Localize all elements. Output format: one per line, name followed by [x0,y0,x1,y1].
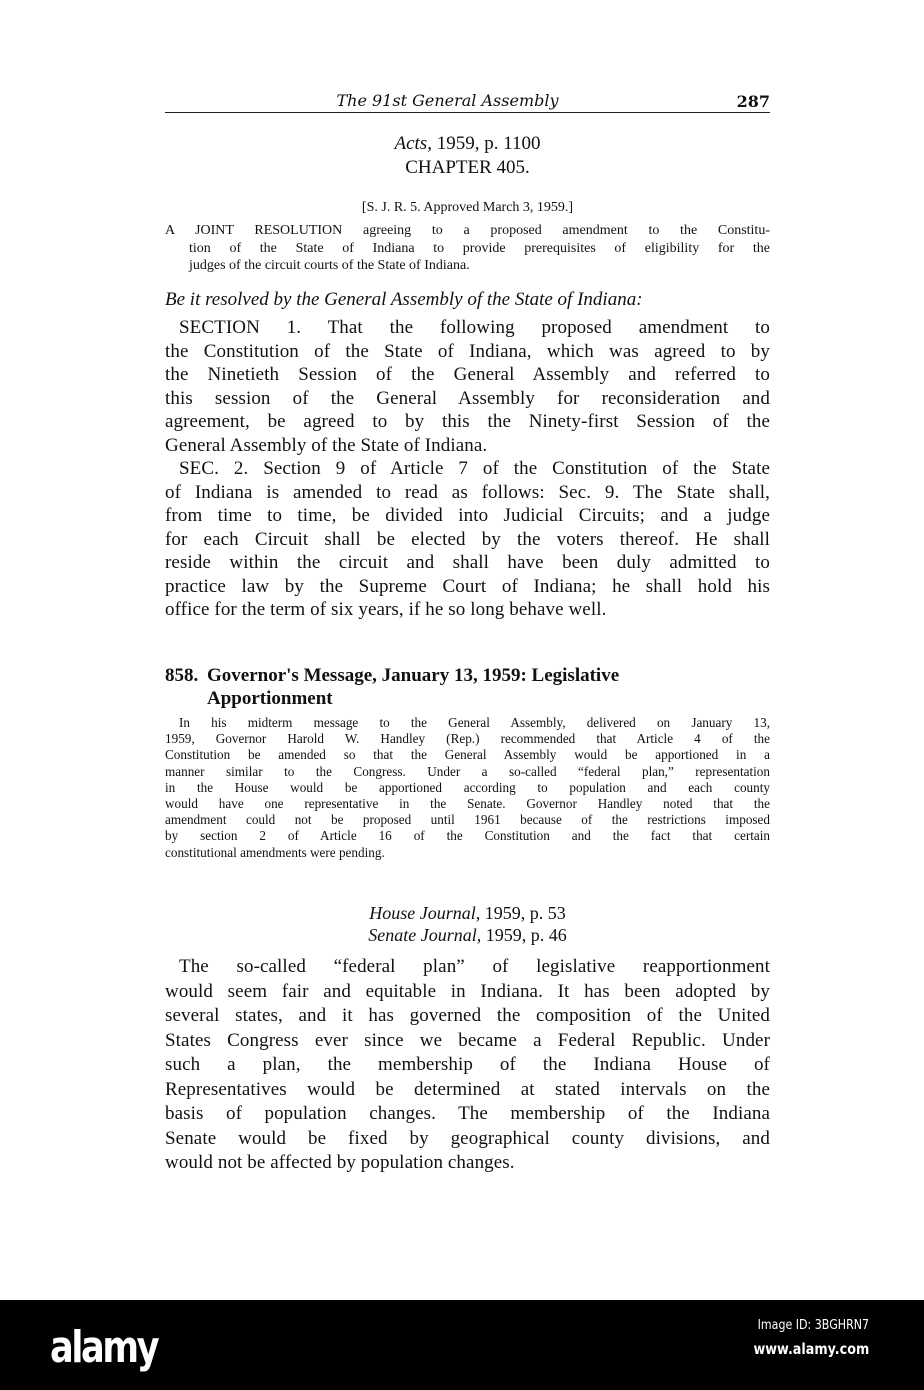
text-line: reside within the circuit and shall have been duly admitted to [165,552,770,573]
source-rest: 1959, p. 46 [481,925,567,945]
text-line: would have one representative in the Senate. Governor Handley noted that the [165,796,770,812]
text-line: office for the term of six years, if he so long behave well. [165,599,607,620]
entry-heading [165,664,770,710]
chapter-title: CHAPTER 405. [405,157,530,178]
governor-message [165,955,770,1176]
source-senate-journal [165,924,770,946]
text-line: Representatives would be determined at stated intervals on the [165,1078,770,1100]
act-citation-italic: Acts, [394,133,432,154]
text-line: the Constitution of the State of Indiana, which was agreed to by [165,340,770,362]
section-2 [165,457,770,622]
enacting-clause: Be it resolved by the General Assembly of the State of Indiana: [165,289,643,310]
act-heading [165,132,770,180]
resolution-title [165,222,770,275]
approval-note: [S. J. R. 5. Approved March 3, 1959.] [361,200,574,215]
text-line: States Congress ever since we became a Federal Republic. Under [165,1029,770,1051]
text-line: several states, and it has governed the composition of the United [165,1005,770,1026]
source-citations [165,902,770,946]
text-line: The so-called “federal plan” of legislative reapportionment [179,956,770,977]
text-line: such a plan, the membership of the Indiana House of [165,1054,770,1075]
text-line: the Ninetieth Session of the General Assembly and referred to [165,364,770,385]
page-number: 287 [736,92,770,111]
act-citation-rest: 1959, p. 1100 [431,133,541,154]
text-line: constitutional amendments were pending. [165,844,385,860]
text-line: from time to time, be divided into Judicial Circuits; and a judge [165,505,770,526]
text-line: this session of the General Assembly for reconsideration and [165,387,770,409]
source-rest: 1959, p. 53 [480,903,566,923]
running-header [165,90,770,113]
text-line: basis of population changes. The membership of the Indiana [165,1103,770,1124]
text-line: tion of the State of Indiana to provide prerequisites of eligibility for the [189,240,770,256]
entry-title-line: Apportionment [207,688,333,709]
section-1 [165,316,770,457]
text-line: of Indiana is amended to read as follows: Sec. 9. The State shall, [165,481,770,503]
act-citation [165,132,770,156]
source-italic: Senate Journal, [368,925,482,945]
text-line: by section 2 of Article 16 of the Constitution and the fact that certain [165,828,770,844]
editorial-summary [165,715,770,861]
text-line: in the House would be apportioned according to population and each county [165,779,770,795]
text-line: practice law by the Supreme Court of Indiana; he shall hold his [165,575,770,597]
text-line: for each Circuit shall be elected by the voters thereof. He shall [165,528,770,550]
image-id: Image ID: 3BGHRN7 [757,1318,869,1333]
site-url: www.alamy.com [753,1340,869,1358]
entry-title [207,664,770,710]
text-line: In his midterm message to the General Assembly, delivered on January 13, [179,715,770,730]
text-line: 1959, Governor Harold W. Handley (Rep.) recommended that Article 4 of the [165,731,770,747]
text-line: Constitution be amended so that the General Assembly would be apportioned in a [165,747,770,763]
watermark-footer [0,1300,924,1390]
text-line: SECTION 1. That the following proposed amendment to [179,317,770,338]
text-line: A JOINT RESOLUTION agreeing to a proposed amendment to the Constitu- [165,223,770,238]
entry-number: 858. [165,665,199,686]
text-line: judges of the circuit courts of the State of Indiana. [189,258,470,273]
alamy-logo: alamy [50,1322,158,1373]
text-line: would not be affected by population changes. [165,1152,515,1173]
text-line: SEC. 2. Section 9 of Article 7 of the Constitution of the State [179,458,770,479]
source-house-journal [165,902,770,924]
text-line: amendment could not be proposed until 1961 because of the restrictions imposed [165,812,770,828]
text-line: General Assembly of the State of Indiana. [165,434,488,456]
text-line: would seem fair and equitable in Indiana. It has been adopted by [165,980,770,1002]
text-line: agreement, be agreed to by this the Ninety-first Session of the [165,411,770,432]
text-line: manner similar to the Congress. Under a so-called “federal plan,” representation [165,763,770,779]
source-italic: House Journal, [369,903,481,923]
running-title: The 91st General Assembly [336,91,559,110]
text-line: Senate would be fixed by geographical county divisions, and [165,1127,770,1149]
entry-title-line: Governor's Message, January 13, 1959: Legislative [207,665,620,686]
